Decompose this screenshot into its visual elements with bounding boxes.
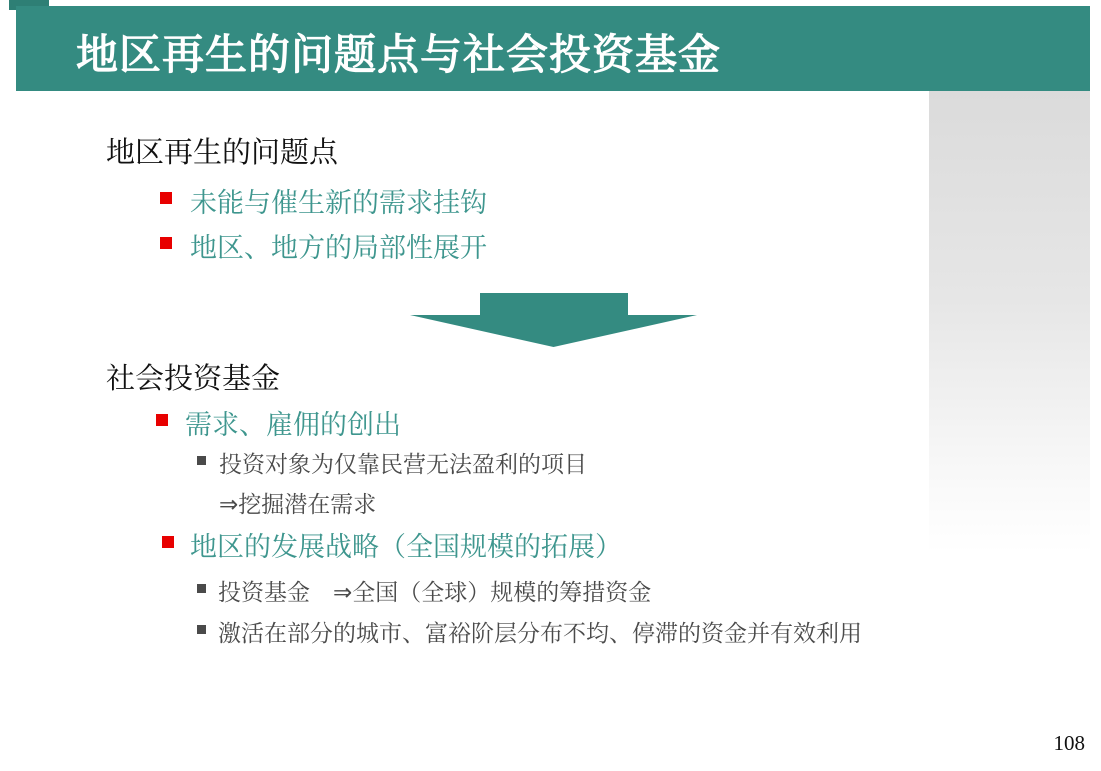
- section2-bullet-label: 需求、雇佣的创出: [185, 410, 401, 440]
- red-square-bullet-icon: [160, 192, 172, 204]
- section1-heading: 地区再生的问题点: [106, 137, 339, 169]
- section1-heading-row: [106, 130, 338, 171]
- section2-subbullet-row: [197, 615, 862, 648]
- section2-continuation-label: ⇒挖掘潜在需求: [219, 491, 377, 517]
- title-banner: [16, 6, 1090, 91]
- section2-subbullet-label: 投资基金 ⇒全国（全球）规模的筹措资金: [218, 579, 652, 605]
- right-gradient-strip: [929, 91, 1090, 553]
- section2-heading: 社会投资基金: [106, 363, 281, 395]
- section2-bullet-row: [156, 403, 401, 442]
- red-square-bullet-icon: [160, 237, 172, 249]
- section2-subbullet-row: [197, 446, 587, 479]
- page-number: 108: [1053, 731, 1085, 755]
- red-square-bullet-icon: [156, 414, 168, 426]
- section1-bullet-label: 未能与催生新的需求挂钩: [190, 188, 487, 218]
- slide-title: 地区再生的问题点与社会投资基金: [76, 30, 722, 78]
- gray-square-bullet-icon: [197, 625, 206, 634]
- gray-square-bullet-icon: [197, 584, 206, 593]
- down-arrow-icon: [410, 293, 698, 347]
- section2-subbullet-row: [197, 574, 651, 607]
- section2-heading-row: [106, 356, 280, 397]
- section2-continuation-row: [219, 486, 376, 519]
- gray-square-bullet-icon: [197, 456, 206, 465]
- section1-bullet-row: [160, 226, 487, 265]
- section1-bullet-row: [160, 181, 487, 220]
- section2-bullet-label: 地区的发展战略（全国规模的拓展）: [190, 532, 622, 562]
- section2-bullet-row: [162, 525, 622, 564]
- red-square-bullet-icon: [162, 536, 174, 548]
- section2-subbullet-label: 激活在部分的城市、富裕阶层分布不均、停滞的资金并有效利用: [218, 620, 862, 646]
- section1-bullet-label: 地区、地方的局部性展开: [190, 233, 487, 263]
- section2-subbullet-label: 投资对象为仅靠民营无法盈利的项目: [219, 451, 587, 477]
